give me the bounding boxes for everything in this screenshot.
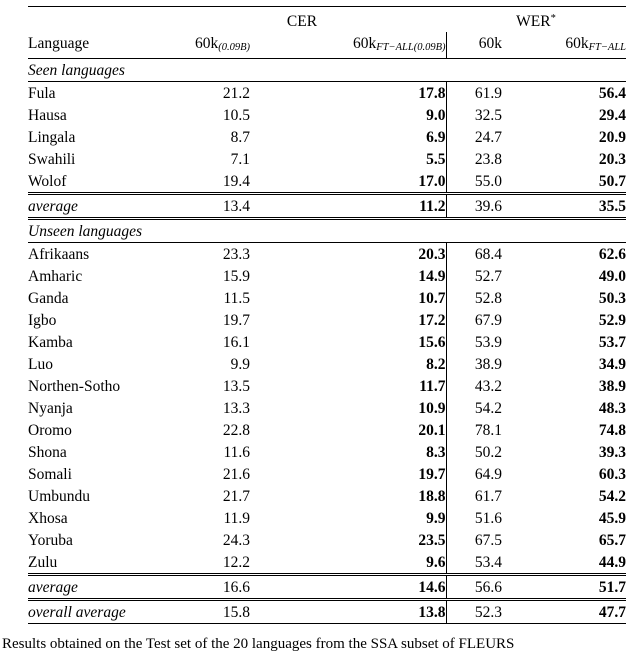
- value-cell: 61.7: [446, 485, 502, 507]
- value-cell: 16.1: [222, 333, 250, 351]
- value-cell: 51.7: [502, 575, 626, 600]
- language-cell: Hausa: [28, 106, 67, 124]
- table-row: [28, 148, 626, 170]
- value-cell: 53.4: [446, 551, 502, 575]
- value-cell: 11.5: [223, 289, 250, 307]
- table-row: [28, 126, 626, 148]
- value-cell: 48.3: [598, 399, 626, 417]
- group-header-row: [28, 7, 626, 33]
- table-body: [28, 59, 626, 624]
- value-cell: 62.6: [598, 245, 626, 263]
- language-cell: Somali: [28, 465, 72, 483]
- value-cell: 67.5: [446, 529, 502, 551]
- table-row: [28, 419, 626, 441]
- table-row: [28, 265, 626, 287]
- col-header-wer-60k: [446, 32, 502, 59]
- value-cell: 16.6: [158, 575, 250, 600]
- value-cell: 65.7: [598, 531, 626, 549]
- table-row: [28, 331, 626, 353]
- value-cell: 20.1: [418, 421, 446, 439]
- table-row: [28, 309, 626, 331]
- empty-corner-cell: [28, 7, 158, 33]
- language-cell: Amharic: [28, 267, 83, 285]
- value-cell: 6.9: [426, 128, 446, 146]
- language-cell: Xhosa: [28, 509, 68, 527]
- table-row: [28, 397, 626, 419]
- value-cell: 8.3: [426, 443, 446, 461]
- table-row: [28, 529, 626, 551]
- value-cell: 11.7: [419, 377, 446, 395]
- value-cell: 9.9: [426, 509, 446, 527]
- value-cell: 21.7: [222, 487, 250, 505]
- value-cell: 8.7: [230, 128, 250, 146]
- table-row: [28, 485, 626, 507]
- value-cell: 56.6: [446, 575, 502, 600]
- value-cell: 35.5: [502, 194, 626, 219]
- table-row: [28, 441, 626, 463]
- col-header-subscript: (0.09B): [218, 41, 250, 53]
- group-header-cer: [158, 7, 446, 33]
- value-cell: 68.4: [446, 243, 502, 266]
- col-header-wer-60k-ftall: [502, 32, 626, 59]
- value-cell: 23.8: [446, 148, 502, 170]
- value-cell: 78.1: [446, 419, 502, 441]
- value-cell: 11.6: [223, 443, 250, 461]
- value-cell: 52.9: [598, 311, 626, 329]
- language-cell: Oromo: [28, 421, 72, 439]
- table-row: [28, 243, 626, 266]
- language-cell: Nyanja: [28, 399, 73, 417]
- value-cell: 43.2: [446, 375, 502, 397]
- value-cell: 74.8: [598, 421, 626, 439]
- table-row: [28, 375, 626, 397]
- value-cell: 50.2: [446, 441, 502, 463]
- value-cell: 53.9: [446, 331, 502, 353]
- value-cell: 11.2: [250, 194, 446, 219]
- section-header-row: [28, 219, 626, 243]
- value-cell: 29.4: [598, 106, 626, 124]
- value-cell: 17.8: [418, 84, 446, 102]
- value-cell: 10.9: [418, 399, 446, 417]
- language-cell: Wolof: [28, 172, 67, 190]
- value-cell: 13.4: [158, 194, 250, 219]
- value-cell: 61.9: [446, 82, 502, 105]
- value-cell: 13.8: [250, 600, 446, 624]
- value-cell: 12.2: [222, 553, 250, 571]
- group-superscript: *: [550, 12, 556, 24]
- value-cell: 8.2: [426, 355, 446, 373]
- value-cell: 19.7: [222, 311, 250, 329]
- value-cell: 54.2: [446, 397, 502, 419]
- value-cell: 60.3: [598, 465, 626, 483]
- col-header-cer-60k-ftall: [250, 32, 446, 59]
- col-header-base: 60k: [478, 34, 502, 52]
- value-cell: 38.9: [446, 353, 502, 375]
- value-cell: 15.9: [222, 267, 250, 285]
- language-cell: average: [28, 575, 158, 600]
- value-cell: 52.3: [446, 600, 502, 624]
- value-cell: 34.9: [598, 355, 626, 373]
- value-cell: 15.6: [418, 333, 446, 351]
- value-cell: 51.6: [446, 507, 502, 529]
- value-cell: 19.7: [418, 465, 446, 483]
- value-cell: 50.7: [598, 172, 626, 190]
- language-cell: Fula: [28, 84, 56, 102]
- value-cell: 20.9: [598, 128, 626, 146]
- value-cell: 20.3: [598, 150, 626, 168]
- value-cell: 23.5: [418, 531, 446, 549]
- value-cell: 32.5: [446, 104, 502, 126]
- language-cell: average: [28, 194, 158, 219]
- value-cell: 67.9: [446, 309, 502, 331]
- value-cell: 24.7: [446, 126, 502, 148]
- value-cell: 10.7: [418, 289, 446, 307]
- table-caption: Results obtained on the Test set of the 20 languages from the SSA subset of FLEURS: [2, 636, 515, 652]
- value-cell: 21.6: [222, 465, 250, 483]
- value-cell: 64.9: [446, 463, 502, 485]
- col-header-base: 60k: [353, 34, 377, 52]
- table-row: [28, 551, 626, 575]
- language-cell: Luo: [28, 355, 53, 373]
- table-row: [28, 170, 626, 194]
- value-cell: 21.2: [222, 84, 250, 102]
- value-cell: 52.7: [446, 265, 502, 287]
- group-label: CER: [286, 12, 318, 30]
- table-row: [28, 463, 626, 485]
- average-row: [28, 575, 626, 600]
- value-cell: 52.8: [446, 287, 502, 309]
- section-header-row: [28, 59, 626, 82]
- value-cell: 13.3: [222, 399, 250, 417]
- value-cell: 17.0: [418, 172, 446, 190]
- value-cell: 44.9: [598, 553, 626, 571]
- value-cell: 56.4: [598, 84, 626, 102]
- value-cell: 22.8: [222, 421, 250, 439]
- value-cell: 38.9: [598, 377, 626, 395]
- col-header-cer-60k: [158, 32, 250, 59]
- value-cell: 50.3: [598, 289, 626, 307]
- value-cell: 13.5: [222, 377, 250, 395]
- value-cell: 47.7: [502, 600, 626, 624]
- table-row: [28, 104, 626, 126]
- value-cell: 49.0: [598, 267, 626, 285]
- average-row: [28, 194, 626, 219]
- group-header-wer: [446, 7, 626, 33]
- value-cell: 23.3: [222, 245, 250, 263]
- col-header-language: Language: [28, 32, 158, 59]
- language-cell: Kamba: [28, 333, 73, 351]
- table-row: [28, 82, 626, 105]
- value-cell: 20.3: [418, 245, 446, 263]
- value-cell: 19.4: [222, 172, 250, 190]
- language-cell: Ganda: [28, 289, 69, 307]
- value-cell: 15.8: [158, 600, 250, 624]
- col-header-subscript: FT−ALL(0.09B): [376, 41, 446, 53]
- value-cell: 5.5: [426, 150, 446, 168]
- value-cell: 45.9: [598, 509, 626, 527]
- language-cell: Afrikaans: [28, 245, 90, 263]
- results-table: [28, 6, 626, 624]
- language-cell: overall average: [28, 600, 158, 624]
- value-cell: 24.3: [222, 531, 250, 549]
- language-cell: Shona: [28, 443, 67, 461]
- value-cell: 54.2: [598, 487, 626, 505]
- table-row: [28, 353, 626, 375]
- language-cell: Swahili: [28, 150, 76, 168]
- value-cell: 53.7: [598, 333, 626, 351]
- col-header-subscript: FT−ALL: [588, 41, 626, 53]
- value-cell: 9.0: [426, 106, 446, 124]
- table-row: [28, 287, 626, 309]
- group-label: WER: [516, 12, 551, 30]
- section-title: Seen languages: [28, 59, 626, 82]
- overall-average-row: [28, 600, 626, 624]
- value-cell: 11.9: [223, 509, 250, 527]
- col-header-base: 60k: [565, 34, 589, 52]
- value-cell: 17.2: [418, 311, 446, 329]
- col-header-base: 60k: [194, 34, 219, 52]
- language-cell: Zulu: [28, 553, 58, 571]
- section-title: Unseen languages: [28, 219, 626, 243]
- value-cell: 14.6: [250, 575, 446, 600]
- value-cell: 39.3: [598, 443, 626, 461]
- table-row: [28, 507, 626, 529]
- value-cell: 10.5: [222, 106, 250, 124]
- value-cell: 39.6: [446, 194, 502, 219]
- value-cell: 9.9: [230, 355, 250, 373]
- language-cell: Lingala: [28, 128, 76, 146]
- value-cell: 55.0: [446, 170, 502, 194]
- value-cell: 7.1: [230, 150, 250, 168]
- value-cell: 18.8: [418, 487, 446, 505]
- language-cell: Umbundu: [28, 487, 90, 505]
- value-cell: 9.6: [426, 553, 446, 571]
- language-cell: Northen-Sotho: [28, 377, 121, 395]
- language-cell: Igbo: [28, 311, 57, 329]
- language-cell: Yoruba: [28, 531, 73, 549]
- value-cell: 14.9: [418, 267, 446, 285]
- column-header-row: [28, 32, 626, 59]
- table-header: [28, 7, 626, 59]
